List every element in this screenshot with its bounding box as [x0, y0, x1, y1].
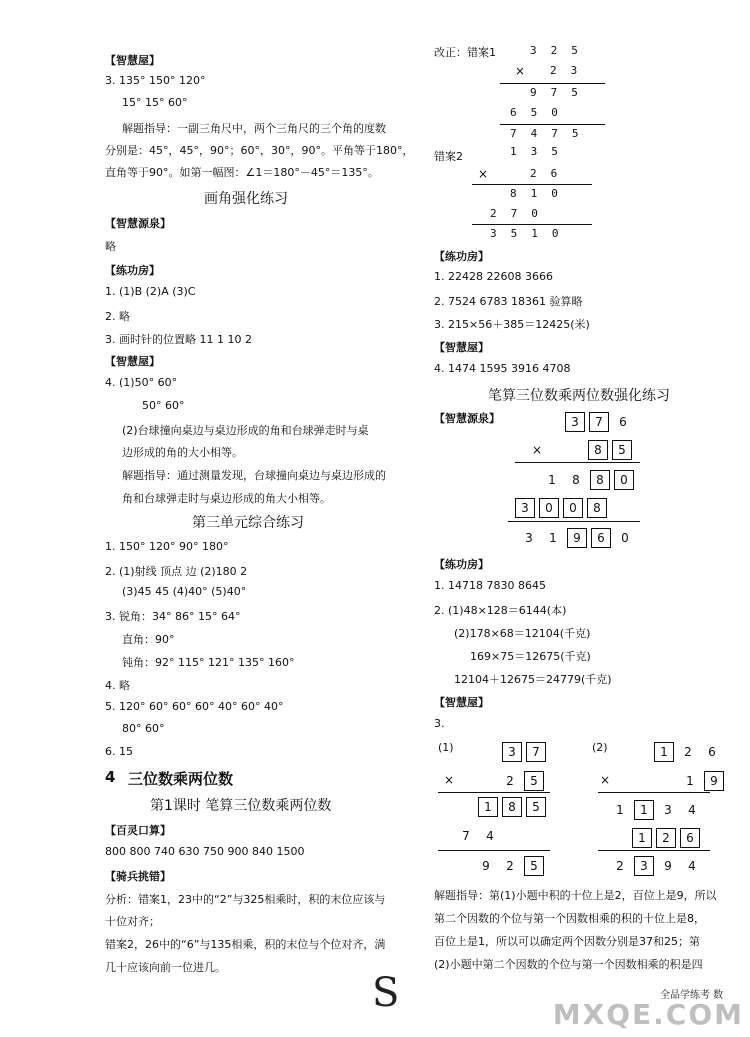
digit-box: 1	[634, 800, 654, 820]
wisdom-heading-right: 【智慧屋】	[434, 341, 489, 354]
digit: 2	[506, 774, 514, 788]
g1-row2	[500, 771, 548, 791]
calc1-rule2	[500, 124, 605, 125]
unit3-3c: 钝角：92° 115° 121° 135° 160°	[122, 656, 295, 669]
footer-label: 全品学练考 数	[660, 990, 724, 1001]
practice-3: 3. 画时针的位置略 11 1 10 2	[105, 333, 252, 346]
right-practice-3: 3. 215×56＋385＝12425(米)	[434, 318, 590, 331]
lesson-title: 第1课时 笔算三位数乘两位数	[150, 798, 332, 814]
g2-row4	[632, 828, 704, 848]
tip1-b: 分别是：45°，45°，90°；60°，30°，90°。平角等于180°，	[105, 144, 414, 157]
calc2-rule1	[472, 184, 592, 185]
s2b: (2)178×68＝12104(千克)	[454, 627, 591, 640]
right-practice-1: 1. 22428 22608 3666	[434, 270, 553, 283]
grid-row1	[565, 412, 637, 432]
chapter-number: 4	[105, 768, 116, 786]
g2-row5	[610, 856, 706, 876]
s1: 1. 14718 7830 8645	[434, 579, 546, 592]
digit-box: 7	[589, 412, 609, 432]
g1-row1	[502, 742, 550, 762]
multiply-sign-4: ×	[444, 773, 455, 787]
calc2-row3: 810	[510, 187, 572, 200]
case2-label: 错案2	[434, 150, 463, 163]
s2a: 2. (1)48×128＝6144(本)	[434, 604, 567, 617]
grid-rule2	[508, 521, 640, 522]
digit: 2	[684, 745, 692, 759]
analysis-c: 错案2，26中的“6”与135相乘，积的末位与个位对齐，满	[105, 938, 386, 951]
digit-box: 6	[680, 828, 700, 848]
calc1-row4: 650	[510, 106, 572, 119]
grid-row2	[588, 440, 636, 460]
practice-1: 1. (1)B (2)A (3)C	[105, 285, 196, 298]
digit: 4	[486, 829, 494, 843]
digit-box: 3	[502, 742, 522, 762]
digit-box: 1	[478, 797, 498, 817]
digit: 8	[572, 473, 580, 487]
right-practice-2: 2. 7524 6783 18361 验算略	[434, 295, 583, 308]
unit3-6: 6. 15	[105, 745, 133, 758]
section-unit3: 第三单元综合练习	[192, 515, 304, 531]
g1-row4	[456, 829, 504, 843]
digit-box: 6	[591, 528, 611, 548]
unit3-4: 4. 略	[105, 679, 130, 692]
digit: 2	[616, 859, 624, 873]
practice-heading-right: 【练功房】	[434, 250, 489, 263]
digit-box: 9	[567, 528, 587, 548]
digit-box: 8	[587, 498, 607, 518]
calc1-row3: 975	[530, 86, 592, 99]
digit: 1	[548, 473, 556, 487]
g2-row2	[680, 771, 728, 791]
wisdom-heading-right-2: 【智慧屋】	[434, 696, 489, 709]
right-column	[420, 0, 750, 1037]
calc2-row2: 26	[530, 167, 572, 180]
digit-box: 1	[654, 742, 674, 762]
wisdom-heading-2: 【智慧屋】	[105, 355, 160, 368]
section-draw-angle: 画角强化练习	[204, 191, 288, 207]
analysis-a: 分析：错案1，23中的“2”与325相乘时，积的末位应该与	[105, 893, 386, 906]
tip2-a: 解题指导：通过测量发现，台球撞向桌边与桌边形成的	[122, 469, 386, 482]
right-tip-b: 第二个因数的个位与第一个因数相乘的积的十位上是8，	[434, 912, 705, 925]
digit: 1	[686, 774, 694, 788]
digit: 9	[482, 859, 490, 873]
digit-box: 5	[612, 440, 632, 460]
s2c: 169×75＝12675(千克)	[470, 650, 591, 663]
sub2-label: (2)	[592, 741, 608, 754]
sub1-label: (1)	[438, 741, 454, 754]
digit: 0	[621, 531, 629, 545]
w4-1: 4. (1)50° 60°	[105, 376, 178, 389]
g1-row3	[478, 797, 550, 817]
digit-box: 9	[704, 771, 724, 791]
q3-line1: 3. 135° 150° 120°	[105, 74, 206, 87]
chapter-title: 三位数乘两位数	[128, 770, 234, 788]
digit: 3	[664, 803, 672, 817]
digit: 1	[549, 531, 557, 545]
g2-row3	[610, 800, 706, 820]
g1-rule2	[438, 850, 550, 851]
source-heading-right: 【智慧源泉】	[434, 412, 500, 425]
digit-box: 3	[515, 498, 535, 518]
calc1-rule1	[500, 83, 605, 84]
digit: 4	[688, 803, 696, 817]
digit: 4	[688, 859, 696, 873]
watermark: MXQE.COM	[552, 998, 744, 1031]
g1-row5	[476, 856, 548, 876]
digit-box: 8	[502, 797, 522, 817]
digit: 1	[616, 803, 624, 817]
calc1-row1: 325	[530, 44, 592, 57]
digit-box: 5	[526, 797, 546, 817]
right-wisdom-4: 4. 1474 1595 3916 4708	[434, 362, 571, 375]
fix-label: 改正：错案1	[434, 46, 496, 59]
unit3-2b: (3)45 45 (4)40° (5)40°	[122, 585, 247, 598]
practice-2: 2. 略	[105, 310, 130, 323]
unit3-2a: 2. (1)射线 顶点 边 (2)180 2	[105, 565, 248, 578]
s2d: 12104＋12675＝24779(千克)	[454, 673, 612, 686]
multiply-sign-2: ×	[478, 167, 489, 181]
calc2-rule2	[472, 224, 592, 225]
tip1-c: 直角等于90°。如第一幅图：∠1＝180°－45°＝135°。	[105, 166, 379, 179]
digit-box: 1	[632, 828, 652, 848]
unit3-3b: 直角：90°	[122, 633, 175, 646]
digit: 7	[462, 829, 470, 843]
digit-box: 5	[524, 856, 544, 876]
unit3-1: 1. 150° 120° 90° 180°	[105, 540, 229, 553]
digit: 6	[708, 745, 716, 759]
g2-rule2	[598, 850, 710, 851]
digit-box: 0	[563, 498, 583, 518]
analysis-b: 十位对齐；	[105, 915, 160, 928]
omit-1: 略	[105, 240, 116, 253]
w4-3: (2)台球撞向桌边与桌边形成的角和台球弹走时与桌	[122, 424, 369, 437]
digit: 3	[525, 531, 533, 545]
digit-box: 0	[539, 498, 559, 518]
multiply-sign-3: ×	[532, 443, 543, 457]
grid-row3	[542, 470, 638, 490]
g2-rule1	[598, 792, 710, 793]
mental-heading: 【百灵口算】	[105, 824, 171, 837]
digit-box: 8	[590, 470, 610, 490]
calc2-row1: 135	[510, 145, 572, 158]
w4-4: 边形成的角的大小相等。	[122, 446, 243, 459]
digit-box: 2	[656, 828, 676, 848]
digit: 2	[506, 859, 514, 873]
q3-label: 3.	[434, 717, 445, 730]
g2-row1	[654, 742, 726, 762]
calc2-row5: 3510	[490, 227, 573, 240]
unit3-5a: 5. 120° 60° 60° 60° 40° 60° 40°	[105, 700, 284, 713]
multiply-sign-5: ×	[600, 773, 611, 787]
grid-rule1	[515, 462, 640, 463]
right-tip-a: 解题指导：第(1)小题中积的十位上是2，百位上是9，所以	[434, 889, 717, 902]
digit-box: 8	[588, 440, 608, 460]
grid-row5	[519, 528, 639, 548]
practice-heading-right-2: 【练功房】	[434, 558, 489, 571]
right-tip-c: 百位上是1，所以可以确定两个因数分别是37和25；第	[434, 935, 700, 948]
tip2-b: 角和台球弹走时与桌边形成的角大小相等。	[122, 492, 331, 505]
digit-box: 5	[524, 771, 544, 791]
digit-box: 0	[614, 470, 634, 490]
analysis-d: 几十应该向前一位进几。	[105, 961, 226, 974]
wisdom-heading-1: 【智慧屋】	[105, 54, 160, 67]
mental-values: 800 800 740 630 750 900 840 1500	[105, 845, 305, 858]
grid-row4	[515, 498, 611, 518]
pick-error-heading: 【骑兵挑错】	[105, 870, 171, 883]
tip1-a: 解题指导：一副三角尺中，两个三角尺的三个角的度数	[122, 122, 386, 135]
source-heading: 【智慧源泉】	[105, 217, 171, 230]
calc2-row4: 270	[490, 207, 552, 220]
unit3-3a: 3. 锐角：34° 86° 15° 64°	[105, 610, 241, 623]
digit: 6	[619, 415, 627, 429]
unit3-5b: 80° 60°	[122, 722, 165, 735]
section-multiply-practice: 笔算三位数乘两位数强化练习	[488, 388, 670, 404]
q3-line2: 15° 15° 60°	[122, 96, 188, 109]
practice-heading: 【练功房】	[105, 264, 160, 277]
w4-2: 50° 60°	[142, 399, 185, 412]
digit-box: 3	[634, 856, 654, 876]
calc1-row5: 7475	[510, 127, 593, 140]
right-tip-d: (2)小题中第二个因数的个位与第一个因数相乘的积是四	[434, 958, 703, 971]
handwritten-mark: S	[372, 970, 400, 1016]
g1-rule1	[438, 792, 550, 793]
multiply-sign-1: ×	[515, 64, 526, 78]
digit: 9	[664, 859, 672, 873]
digit-box: 3	[565, 412, 585, 432]
digit-box: 7	[526, 742, 546, 762]
calc1-row2: 23	[550, 64, 592, 77]
